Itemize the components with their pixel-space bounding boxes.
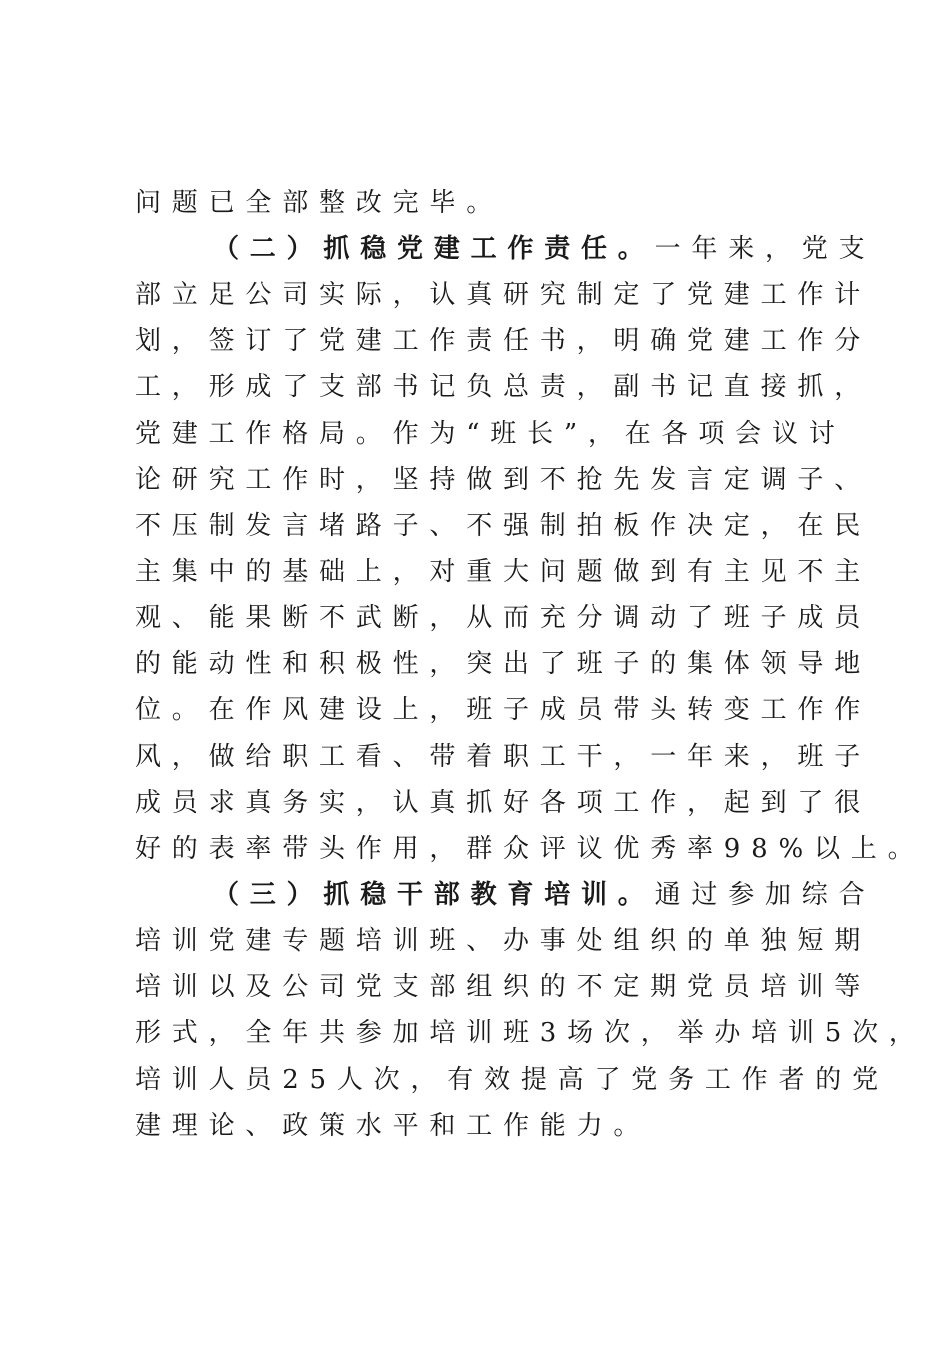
section-3-first-line: [213, 875, 913, 915]
section-2-heading: （二）抓稳党建工作责任。: [213, 234, 655, 264]
text-line: 主集中的基础上，对重大问题做到有主见不主: [135, 557, 872, 587]
text-line: 观、能果断不武断，从而充分调动了班子成员: [135, 603, 872, 633]
text-line: 问题已全部整改完毕。: [135, 188, 504, 218]
section-3-lead-text: 通过参加综合: [654, 880, 876, 910]
section-3-heading: （三）抓稳干部教育培训。: [213, 880, 655, 910]
text-line: 培训以及公司党支部组织的不定期党员培训等: [135, 972, 872, 1002]
text-line: 建理论、政策水平和工作能力。: [135, 1111, 651, 1141]
text-line: 划，签订了党建工作责任书，明确党建工作分: [135, 326, 872, 356]
text-line: 部立足公司实际，认真研究制定了党建工作计: [135, 280, 872, 310]
section-2-lead-text: 一年来，党支: [654, 234, 876, 264]
text-line: 成员求真务实，认真抓好各项工作，起到了很: [135, 788, 872, 818]
text-line: 形式，全年共参加培训班3场次，举办培训5次，: [135, 1018, 926, 1048]
text-line: 论研究工作时，坚持做到不抢先发言定调子、: [135, 465, 872, 495]
text-line: 培训人员25人次，有效提高了党务工作者的党: [135, 1065, 889, 1095]
text-line: 党建工作格局。作为“班长”，在各项会议讨: [135, 419, 846, 449]
text-line: 不压制发言堵路子、不强制拍板作决定，在民: [135, 511, 872, 541]
section-2-first-line: [213, 229, 913, 269]
text-line: 好的表率带头作用，群众评议优秀率98%以上。: [135, 834, 925, 864]
text-line: 位。在作风建设上，班子成员带头转变工作作: [135, 695, 872, 725]
text-line: 工，形成了支部书记负总责，副书记直接抓，: [135, 372, 872, 402]
text-line: 风，做给职工看、带着职工干，一年来，班子: [135, 742, 872, 772]
text-line: 培训党建专题培训班、办事处组织的单独短期: [135, 926, 872, 956]
text-line: 的能动性和积极性，突出了班子的集体领导地: [135, 649, 872, 679]
